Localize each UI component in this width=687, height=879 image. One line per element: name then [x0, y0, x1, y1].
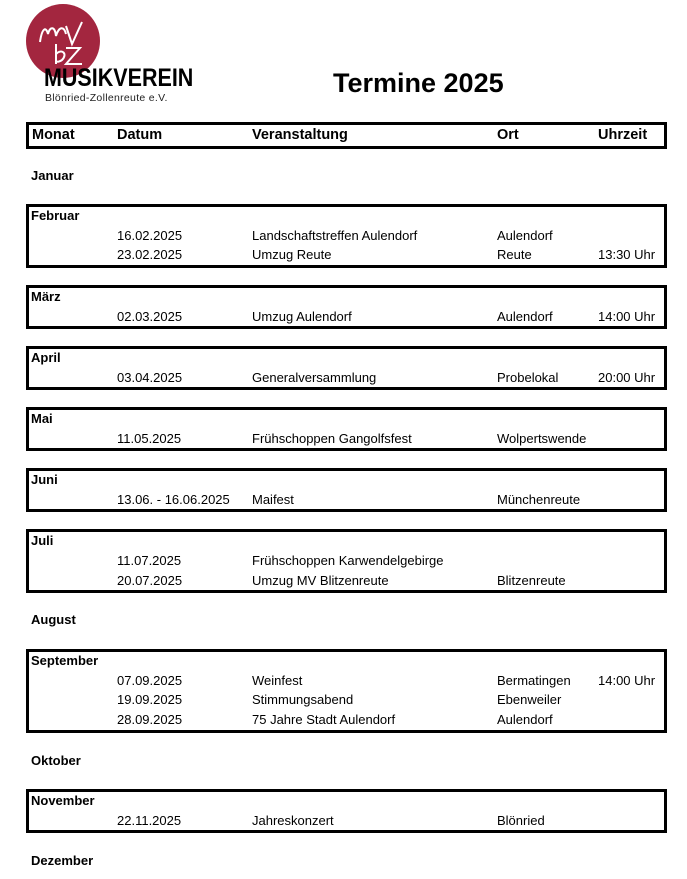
table-row — [29, 673, 664, 691]
event-name: Frühschoppen Gangolfsfest — [252, 431, 412, 446]
logo-name: MUSIKVEREIN — [44, 64, 194, 92]
page-title: Termine 2025 — [333, 68, 504, 98]
month-section-juli — [26, 529, 667, 593]
month-august: August — [31, 612, 76, 627]
event-date: 13.06. - 16.06.2025 — [117, 492, 230, 507]
month-label: April — [31, 350, 61, 365]
event-name: Stimmungsabend — [252, 692, 354, 707]
month-label: Februar — [31, 208, 80, 223]
table-row — [29, 692, 664, 710]
event-time: 14:00 Uhr — [598, 673, 656, 688]
month-section-maerz — [26, 285, 667, 329]
event-name: Weinfest — [252, 673, 303, 688]
event-date: 20.07.2025 — [117, 573, 183, 588]
event-place: Ebenweiler — [497, 692, 562, 707]
event-date: 07.09.2025 — [117, 673, 183, 688]
event-place: Reute — [497, 247, 532, 262]
event-name: Landschaftstreffen Aulendorf — [252, 228, 418, 243]
table-row — [29, 431, 664, 449]
event-time: 13:30 Uhr — [598, 247, 656, 262]
month-section-november — [26, 789, 667, 833]
month-label: März — [31, 289, 61, 304]
event-place: Blitzenreute — [497, 573, 566, 588]
table-row — [29, 492, 664, 510]
event-name: Generalversammlung — [252, 370, 377, 385]
month-label: November — [31, 793, 95, 808]
table-row — [29, 247, 664, 265]
event-date: 11.07.2025 — [117, 553, 182, 568]
table-row — [29, 553, 664, 571]
month-label: Juli — [31, 533, 54, 548]
month-section-april — [26, 346, 667, 390]
event-time: 20:00 Uhr — [598, 370, 656, 385]
event-place: Wolpertswende — [497, 431, 587, 446]
event-date: 03.04.2025 — [117, 370, 183, 385]
event-place: Aulendorf — [497, 228, 553, 243]
event-date: 02.03.2025 — [117, 309, 183, 324]
event-place: Bermatingen — [497, 673, 571, 688]
event-place: Blönried — [497, 813, 545, 828]
header-event: Veranstaltung — [252, 127, 348, 143]
month-label: Juni — [31, 472, 58, 487]
table-row — [29, 228, 664, 246]
header-place: Ort — [497, 127, 519, 143]
event-name: Umzug MV Blitzenreute — [252, 573, 389, 588]
event-name: Maifest — [252, 492, 294, 507]
table-row — [29, 309, 664, 327]
event-date: 22.11.2025 — [117, 813, 182, 828]
event-time: 14:00 Uhr — [598, 309, 656, 324]
event-name: Umzug Reute — [252, 247, 332, 262]
month-label: Mai — [31, 411, 53, 426]
logo-subtitle: Blönried-Zollenreute e.V. — [45, 92, 168, 104]
month-label: September — [31, 653, 99, 668]
table-row — [29, 813, 664, 831]
month-oktober: Oktober — [31, 753, 81, 768]
event-date: 11.05.2025 — [117, 431, 182, 446]
event-name: 75 Jahre Stadt Aulendorf — [252, 712, 396, 727]
event-place: Aulendorf — [497, 712, 553, 727]
event-place: Probelokal — [497, 370, 559, 385]
table-header — [26, 122, 667, 149]
event-name: Jahreskonzert — [252, 813, 334, 828]
table-row — [29, 573, 664, 591]
header-month: Monat — [32, 127, 75, 143]
header-time: Uhrzeit — [598, 127, 648, 143]
month-section-februar — [26, 204, 667, 268]
table-row — [29, 370, 664, 388]
event-place: Münchenreute — [497, 492, 581, 507]
month-dezember: Dezember — [31, 853, 94, 868]
month-section-mai — [26, 407, 667, 451]
event-date: 28.09.2025 — [117, 712, 183, 727]
event-name: Frühschoppen Karwendelgebirge — [252, 553, 444, 568]
event-date: 23.02.2025 — [117, 247, 183, 262]
event-date: 16.02.2025 — [117, 228, 183, 243]
table-row — [29, 712, 664, 730]
month-januar: Januar — [31, 168, 74, 183]
month-section-september — [26, 649, 667, 733]
musikverein-logo — [26, 4, 216, 104]
month-section-juni — [26, 468, 667, 512]
event-date: 19.09.2025 — [117, 692, 183, 707]
header-date: Datum — [117, 127, 163, 143]
event-place: Aulendorf — [497, 309, 553, 324]
event-name: Umzug Aulendorf — [252, 309, 352, 324]
